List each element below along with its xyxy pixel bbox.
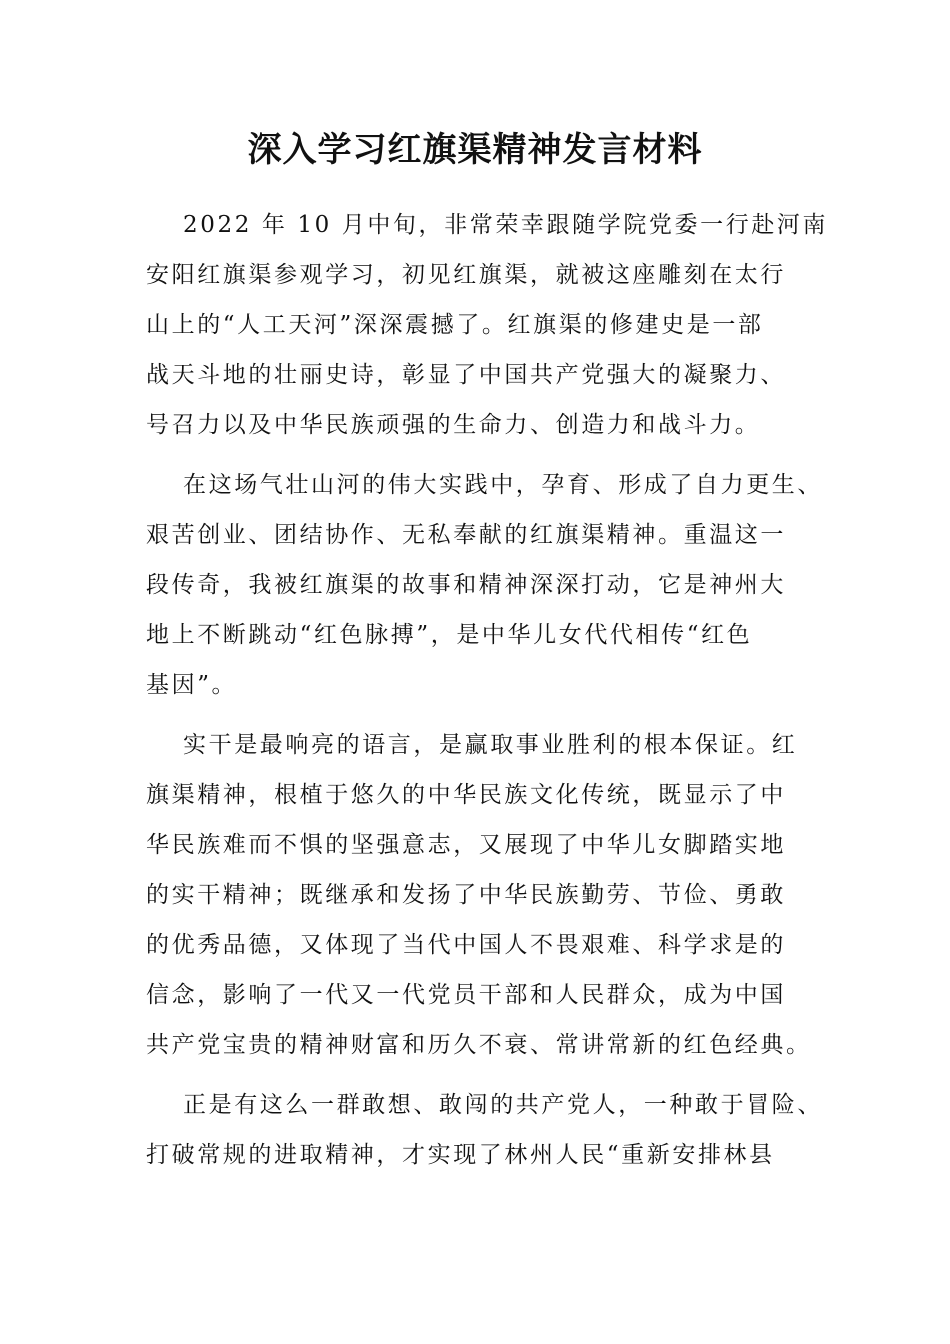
paragraph-2-line-1: 在这场气壮山河的伟大实践中，孕育、形成了自力更生、 [183, 472, 823, 498]
paragraph-2-line-4: 地上不断跳动“红色脉搏”，是中华儿女代代相传“红色 [146, 622, 753, 648]
paragraph-2-line-2: 艰苦创业、团结协作、无私奉献的红旗渠精神。重温这一 [146, 522, 786, 548]
paragraph-3-line-4: 的实干精神；既继承和发扬了中华民族勤劳、节俭、勇敢 [146, 882, 786, 908]
paragraph-1-line-4: 战天斗地的壮丽史诗，彰显了中国共产党强大的凝聚力、 [146, 362, 786, 388]
document-title: 深入学习红旗渠精神发言材料 [247, 130, 703, 170]
paragraph-4-line-2: 打破常规的进取精神，才实现了林州人民“重新安排林县 [146, 1142, 775, 1168]
paragraph-2-line-3: 段传奇，我被红旗渠的故事和精神深深打动，它是神州大 [146, 572, 786, 598]
paragraph-3-line-7: 共产党宝贵的精神财富和历久不衰、常讲常新的红色经典。 [146, 1032, 812, 1058]
paragraph-3-line-5: 的优秀品德，又体现了当代中国人不畏艰难、科学求是的 [146, 932, 786, 958]
paragraph-2-line-5: 基因”。 [146, 672, 238, 698]
paragraph-1-line-1: 2022 年 10 月中旬，非常荣幸跟随学院党委一行赴河南 [183, 212, 829, 238]
paragraph-1-line-2: 安阳红旗渠参观学习，初见红旗渠，就被这座雕刻在太行 [146, 262, 786, 288]
paragraph-3-line-1: 实干是最响亮的语言，是赢取事业胜利的根本保证。红 [183, 732, 798, 758]
paragraph-3-line-2: 旗渠精神，根植于悠久的中华民族文化传统，既显示了中 [146, 782, 786, 808]
paragraph-1-line-5: 号召力以及中华民族顽强的生命力、创造力和战斗力。 [146, 412, 761, 438]
paragraph-1-line-3: 山上的“人工天河”深深震撼了。红旗渠的修建史是一部 [146, 312, 764, 338]
paragraph-3-line-3: 华民族难而不惧的坚强意志，又展现了中华儿女脚踏实地 [146, 832, 786, 858]
paragraph-3-line-6: 信念，影响了一代又一代党员干部和人民群众，成为中国 [146, 982, 786, 1008]
paragraph-4-line-1: 正是有这么一群敢想、敢闯的共产党人，一种敢于冒险、 [183, 1092, 823, 1118]
